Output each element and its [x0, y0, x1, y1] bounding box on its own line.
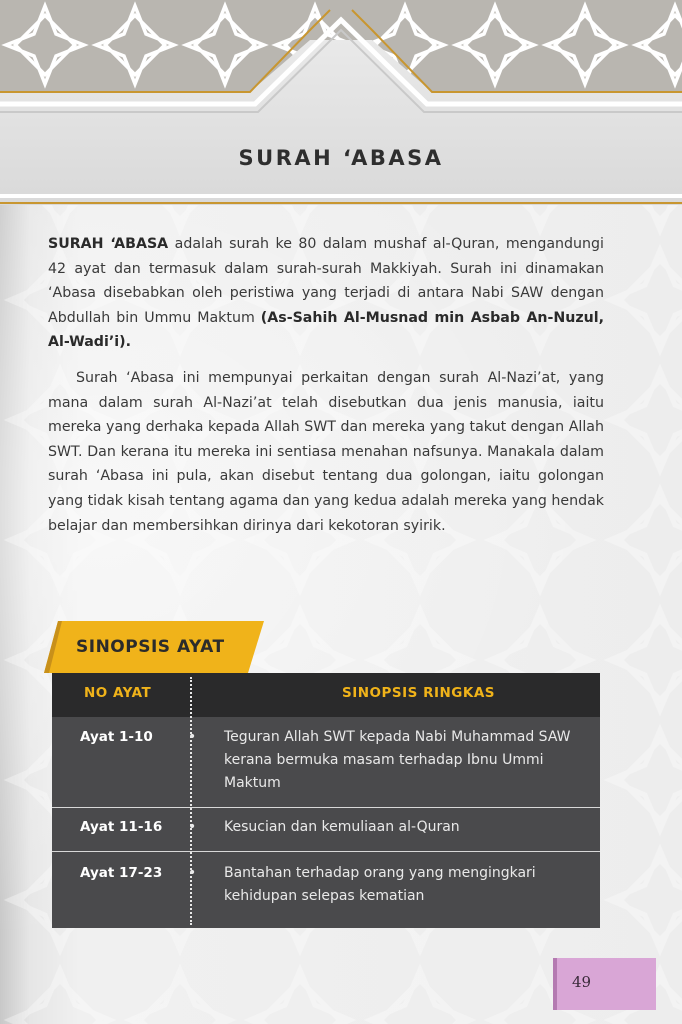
- page-title: SURAH ‘ABASA: [238, 146, 444, 170]
- header-ornament: [0, 0, 682, 210]
- column-divider: [190, 677, 192, 925]
- ayat-summary: [188, 862, 586, 908]
- header-no-ayat: NO AYAT: [84, 685, 152, 701]
- ayat-range: Ayat 1-10: [80, 729, 153, 745]
- ayat-summary: [188, 816, 586, 839]
- ayat-summary-text: Kesucian dan kemuliaan al-Quran: [224, 819, 460, 835]
- page-number-tab-edge: [553, 958, 557, 1010]
- paragraph-1-text: adalah surah ke 80 dalam mushaf al-Quran, mengandungi 42 ayat dan termasuk dalam surah-surah Makkiyah. Surah ini dinamakan ‘Abasa disebabkan oleh peristiwa yang terjadi di antara Nabi SAW dengan Abdullah bin Ummu Maktum: [48, 236, 604, 326]
- citation: (As-Sahih Al-Musnad min Asbab An-Nuzul, Al-Wadi’i).: [48, 309, 604, 351]
- bullet-icon: •: [188, 729, 197, 745]
- ayat-summary-text: Teguran Allah SWT kepada Nabi Muhammad SAW kerana bermuka masam terhadap Ibnu Ummi Maktum: [224, 729, 571, 791]
- paragraph-1: [48, 232, 604, 355]
- body-text: [48, 232, 604, 538]
- ayat-range: Ayat 17-23: [80, 865, 163, 881]
- ayat-summary-text: Bantahan terhadap orang yang mengingkari kehidupan selepas kematian: [224, 865, 536, 904]
- table-header: [52, 673, 600, 717]
- ayat-range: Ayat 11-16: [80, 819, 163, 835]
- synopsis-table: [52, 673, 600, 928]
- page-number: 49: [572, 973, 592, 991]
- bullet-icon: •: [188, 865, 197, 881]
- paragraph-2: Surah ‘Abasa ini mempunyai perkaitan dengan surah Al-Nazi’at, yang mana dalam surah Al-Nazi’at telah disebutkan dua jenis manusia, iaitu mereka yang derhaka kepada Allah SWT dan mereka yang takut dengan Allah SWT. Dan kerana itu mereka ini sentiasa menahan nafsunya. Manakala dalam surah ‘Abasa ini pula, akan disebut tentang dua golongan, iaitu golongan yang tidak kisah tentang agama dan yang kedua adalah mereka yang hendak belajar dan membersihkan dirinya dari kekotoran syirik.: [48, 369, 604, 534]
- page-number-tab: [553, 958, 656, 1010]
- ayat-summary: [188, 726, 586, 795]
- synopsis-title: SINOPSIS AYAT: [76, 637, 225, 657]
- row-divider: [52, 807, 600, 808]
- header-sinopsis-ringkas: SINOPSIS RINGKAS: [342, 685, 496, 701]
- bullet-icon: •: [188, 819, 197, 835]
- row-divider: [52, 851, 600, 852]
- surah-name-lead: SURAH ‘ABASA: [48, 236, 169, 252]
